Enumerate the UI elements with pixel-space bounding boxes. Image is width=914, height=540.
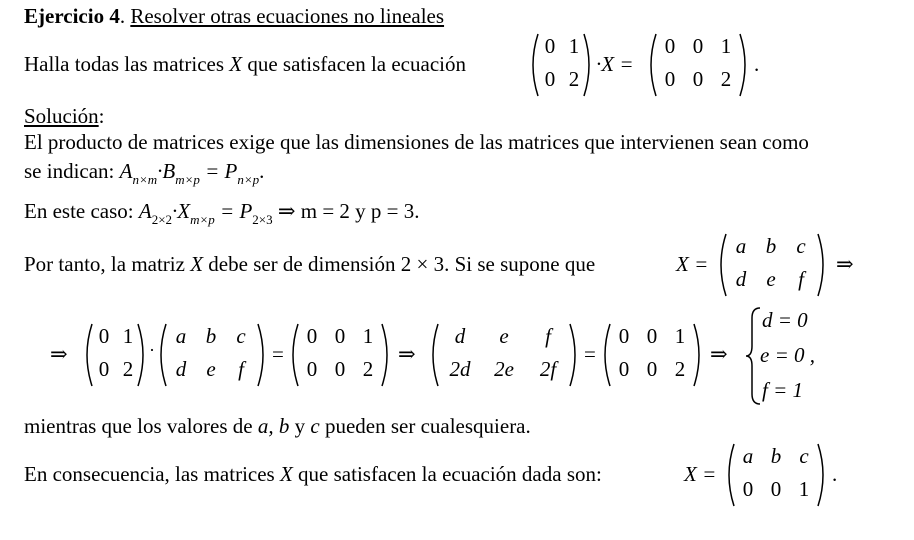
line2-a: A: [119, 159, 133, 183]
eq-matrix-a: [80, 322, 150, 388]
matrix-cell: 0: [646, 324, 658, 348]
matrix-cell: 2e: [494, 357, 514, 381]
matrix-brackets: [80, 322, 150, 388]
matrix-cell: a: [735, 234, 747, 258]
implies-arrow-4: ⇒: [710, 342, 728, 366]
matrix-cell: 1: [122, 324, 134, 348]
matrix-cell: 1: [720, 34, 732, 58]
line6-var: X: [279, 462, 293, 486]
line4-x-text: X =: [676, 252, 709, 276]
line5-text: mientras que los valores de: [24, 414, 253, 438]
line3-sub1: 2×2: [151, 212, 173, 227]
system-eq-e: e = 0 ,: [760, 343, 815, 367]
line2-end: .: [259, 159, 265, 183]
matrix-cell: 0: [692, 67, 704, 91]
solution-line3: [24, 199, 420, 227]
matrix-cell: b: [765, 234, 777, 258]
matrix-cell: c: [796, 234, 806, 258]
line2-sub2: m×p: [175, 172, 200, 187]
final-end: .: [832, 462, 838, 486]
matrix-cell: 1: [362, 324, 374, 348]
line5-c: c: [310, 414, 320, 438]
statement-end: .: [754, 52, 760, 76]
line4-x-eq: [676, 252, 708, 277]
line2-sub3: n×p: [237, 172, 260, 187]
line6-text: En consecuencia, las matrices: [24, 462, 275, 486]
matrix-cell: 2: [362, 357, 374, 381]
matrix-cell: d: [175, 357, 187, 381]
solution-line4: [24, 252, 595, 277]
line6-text2: que satisfacen la ecuación dada son:: [298, 462, 602, 486]
matrix-x-definition: [714, 232, 830, 298]
matrix-cell: 0: [98, 324, 110, 348]
final-matrix-x: [722, 442, 830, 508]
matrix-cell: 0: [664, 34, 676, 58]
statement-matrix-p: [644, 32, 752, 98]
line2-text: se indican:: [24, 159, 115, 183]
matrix-cell: 0: [544, 67, 556, 91]
system-eq-f: f = 1: [762, 378, 804, 402]
statement-part1: Halla todas las matrices: [24, 52, 225, 76]
matrix-cell: a: [175, 324, 187, 348]
matrix-cell: a: [742, 444, 754, 468]
heading-separator: .: [119, 4, 131, 28]
line2-eq: = P: [205, 159, 238, 183]
line6-x-eq: [684, 462, 716, 487]
line5-y: y: [294, 414, 306, 438]
matrix-cell: 0: [646, 357, 658, 381]
matrix-cell: d: [735, 267, 747, 291]
solution-colon: :: [98, 104, 105, 128]
matrix-cell: 0: [692, 34, 704, 58]
statement-text: [24, 52, 466, 77]
matrix-cell: 0: [334, 324, 346, 348]
statement-var-x: X: [229, 52, 243, 76]
matrix-cell: 1: [674, 324, 686, 348]
line5-vars: a, b: [257, 414, 290, 438]
matrix-cell: f: [545, 324, 551, 348]
matrix-cell: 2: [122, 357, 134, 381]
line4-var: X: [190, 252, 204, 276]
exercise-number: Ejercicio 4: [24, 4, 120, 28]
matrix-cell: f: [238, 357, 244, 381]
statement-matrix-a: [526, 32, 596, 98]
eq-matrix-p-2: [598, 322, 706, 388]
matrix-cell: 2f: [539, 357, 557, 381]
matrix-cell: 0: [664, 67, 676, 91]
line2-sub1: n×m: [132, 172, 158, 187]
exercise-heading: [24, 4, 444, 29]
line3-eq: = P: [220, 199, 253, 223]
line5-end: pueden ser cualesquiera.: [324, 414, 531, 438]
matrix-cell: f: [798, 267, 804, 291]
line3-end: ⇒ m = 2 y p = 3.: [277, 199, 420, 223]
solution-label: [24, 104, 105, 129]
equation-system: [744, 306, 844, 406]
matrix-cell: c: [236, 324, 246, 348]
system-eq-d: d = 0: [762, 308, 808, 332]
line4-text: Por tanto, la matriz: [24, 252, 185, 276]
matrix-cell: 1: [798, 477, 810, 501]
matrix-cell: 1: [568, 34, 580, 58]
matrix-cell: e: [766, 267, 776, 291]
matrix-cell: 2: [674, 357, 686, 381]
line3-a: A: [138, 199, 152, 223]
line6-x-text: X =: [684, 462, 717, 486]
matrix-cell: 0: [544, 34, 556, 58]
matrix-cell: 0: [618, 357, 630, 381]
matrix-cell: 2: [568, 67, 580, 91]
eq-matrix-x: [154, 322, 270, 388]
matrix-cell: c: [799, 444, 809, 468]
solution-line1: El producto de matrices exige que las dimensiones de las matrices que intervienen sean como: [24, 130, 809, 154]
solution-label-text: Solución: [24, 104, 99, 128]
solution-line5: [24, 414, 531, 439]
statement-dot-x: [596, 52, 634, 77]
eq-matrix-product: [426, 322, 582, 388]
matrix-cell: 2: [720, 67, 732, 91]
matrix-cell: 0: [306, 357, 318, 381]
line3-x: ·X: [172, 199, 191, 223]
implies-arrow-1: ⇒: [836, 252, 854, 276]
line3-sub3: 2×3: [252, 212, 273, 227]
statement-part2: que satisfacen la ecuación: [247, 52, 466, 76]
line4-text2: debe ser de dimensión 2 × 3. Si se supone que: [208, 252, 596, 276]
matrix-cell: 0: [770, 477, 782, 501]
matrix-cell: 0: [742, 477, 754, 501]
matrix-brackets: [526, 32, 596, 98]
implies-arrow-3: ⇒: [398, 342, 416, 366]
solution-line6: [24, 462, 602, 487]
eq-equals-1: =: [272, 342, 284, 366]
matrix-cell: b: [205, 324, 217, 348]
implies-arrow-2: ⇒: [50, 342, 68, 366]
eq-matrix-p: [286, 322, 394, 388]
line3-text: En este caso:: [24, 199, 134, 223]
matrix-cell: 0: [98, 357, 110, 381]
matrix-cell: b: [770, 444, 782, 468]
matrix-cell: 0: [618, 324, 630, 348]
eq-equals-2: =: [584, 342, 596, 366]
matrix-cell: 0: [334, 357, 346, 381]
eq-dot: ·: [149, 340, 155, 360]
matrix-cell: e: [499, 324, 509, 348]
matrix-cell: e: [206, 357, 216, 381]
line2-b: ·B: [157, 159, 176, 183]
line3-sub2: m×p: [190, 212, 215, 227]
matrix-cell: 2d: [449, 357, 471, 381]
exercise-title: Resolver otras ecuaciones no lineales: [130, 4, 445, 28]
dot-x-text: ·X =: [596, 52, 634, 76]
matrix-cell: d: [454, 324, 466, 348]
solution-line2: [24, 159, 265, 187]
matrix-cell: 0: [306, 324, 318, 348]
